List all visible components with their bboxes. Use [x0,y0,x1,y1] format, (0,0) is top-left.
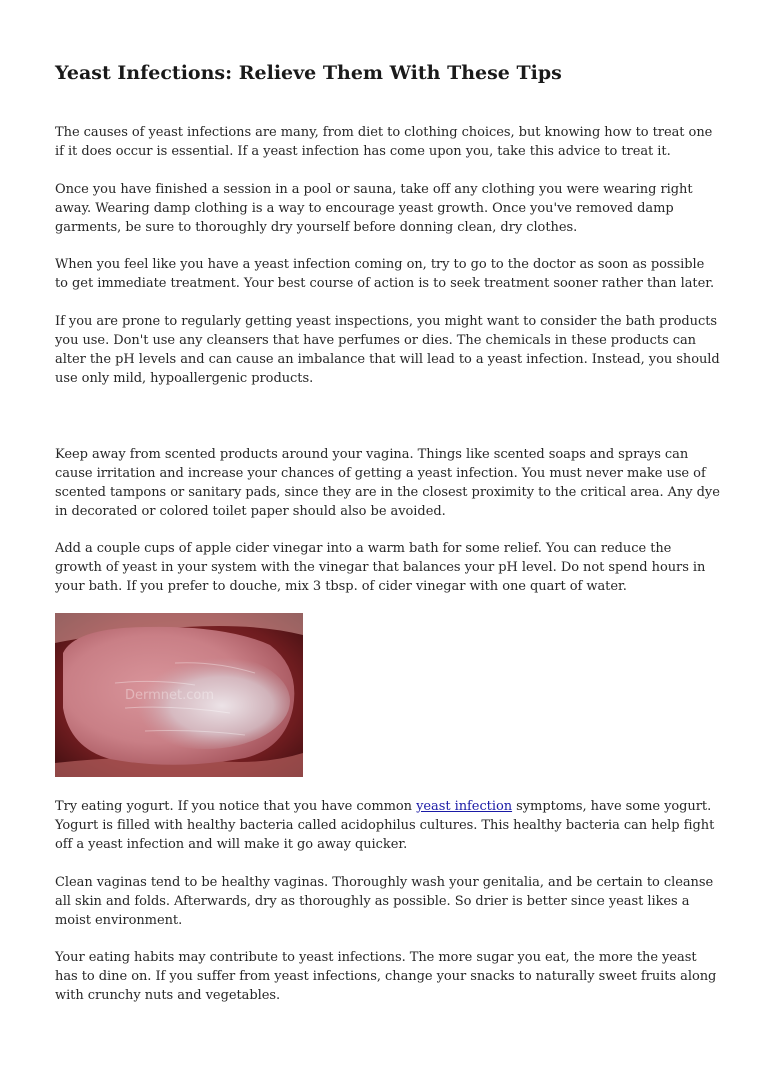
tongue-photo [55,613,303,777]
page-title: Yeast Infections: Relieve Them With These Tips [55,62,562,84]
yogurt-text-before: Try eating yogurt. If you notice that you have common [55,799,417,814]
paragraph-pool-sauna: Once you have finished a session in a pool or sauna, take off any clothing you were wearing right away. Wearing damp clothing is a way to encourage yeast growth. Once you've removed damp garments, be sure to thoroughly dry yourself before donning clean, dry clothes. [55,182,693,235]
paragraph-doctor: When you feel like you have a yeast infection coming on, try to go to the doctor as soon as possible to get immediate treatment. Your best course of action is to seek treatment sooner rather than later. [55,257,715,291]
paragraph-hygiene: Clean vaginas tend to be healthy vaginas. Thoroughly wash your genitalia, and be certain to cleanse all skin and folds. Afterwards, dry as thoroughly as possible. So drier is better since yeast likes a moist environment. [55,875,714,928]
paragraph-yogurt [55,797,720,854]
paragraph-apple-cider-vinegar: Add a couple cups of apple cider vinegar into a warm bath for some relief. You can reduce the growth of yeast in your system with the vinegar that balances your pH level. Do not spend hours in your bath. If you prefer to douche, mix 3 tbsp. of cider vinegar with one quart of water. [55,541,706,594]
yeast-infection-link[interactable]: yeast infection [416,799,513,814]
paragraph-bath-products: If you are prone to regularly getting yeast inspections, you might want to consider the bath products you use. Don't use any cleansers that have perfumes or dies. The chemicals in these products can alter the pH levels and can cause an imbalance that will lead to a yeast infection. Instead, you should use only mild, hypoallergenic products. [55,314,720,386]
paragraph-eating-habits: Your eating habits may contribute to yeast infections. The more sugar you eat, the more the yeast has to dine on. If you suffer from yeast infections, change your snacks to naturally sweet fruits along with crunchy nuts and vegetables. [55,950,717,1003]
paragraph-scented-products: Keep away from scented products around your vagina. Things like scented soaps and sprays can cause irritation and increase your chances of getting a yeast infection. You must never make use of scented tampons or sanitary pads, since they are in the closest proximity to the critical area. Any dye in decorated or colored toilet paper should also be avoided. [55,447,720,519]
paragraph-intro: The causes of yeast infections are many, from diet to clothing choices, but knowing how to treat one if it does occur is essential. If a yeast infection has come upon you, take this advice to treat it. [55,125,713,159]
yogurt-text-after: symptoms, have some yogurt. Yogurt is filled with healthy bacteria called acidophilus cultures. This healthy bacteria can help fight off a yeast infection and will make it go away quicker. [55,799,715,852]
image-watermark: Dermnet.com [125,688,215,703]
